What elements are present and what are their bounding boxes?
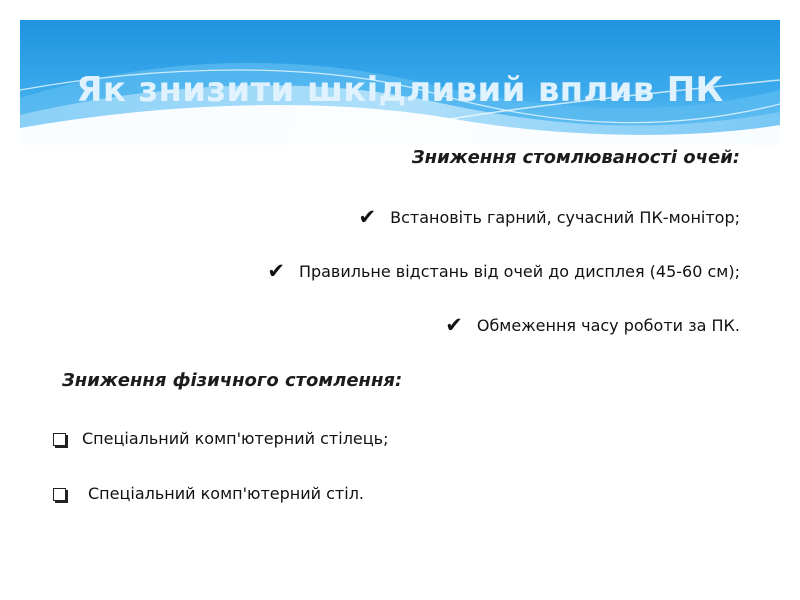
square-bullet-icon [53,433,66,446]
list-item [53,429,388,448]
section-heading-eyes: Зниження стомлюваності очей: [411,147,740,168]
list-item-text: Спеціальний комп'ютерний стілець; [82,429,389,448]
check-mark-icon: ✔ [445,313,463,337]
list-item-text: Правильне відстань від очей до дисплея (45-60 см); [298,261,740,281]
list-item-text: Спеціальний комп'ютерний стіл. [88,484,365,503]
list-item [358,205,740,229]
list-item [445,313,740,337]
check-mark-icon: ✔ [358,205,377,229]
section-heading-physical: Зниження фізичного стомлення: [62,370,403,391]
list-item [267,259,740,283]
check-mark-icon: ✔ [267,259,285,283]
list-item-text: Встановіть гарний, сучасний ПК-монітор; [390,207,740,227]
list-item-text: Обмеження часу роботи за ПК. [476,315,740,335]
square-bullet-icon [53,488,66,501]
slide-title: Як знизити шкідливий вплив ПК [76,70,724,110]
list-item [53,484,364,503]
